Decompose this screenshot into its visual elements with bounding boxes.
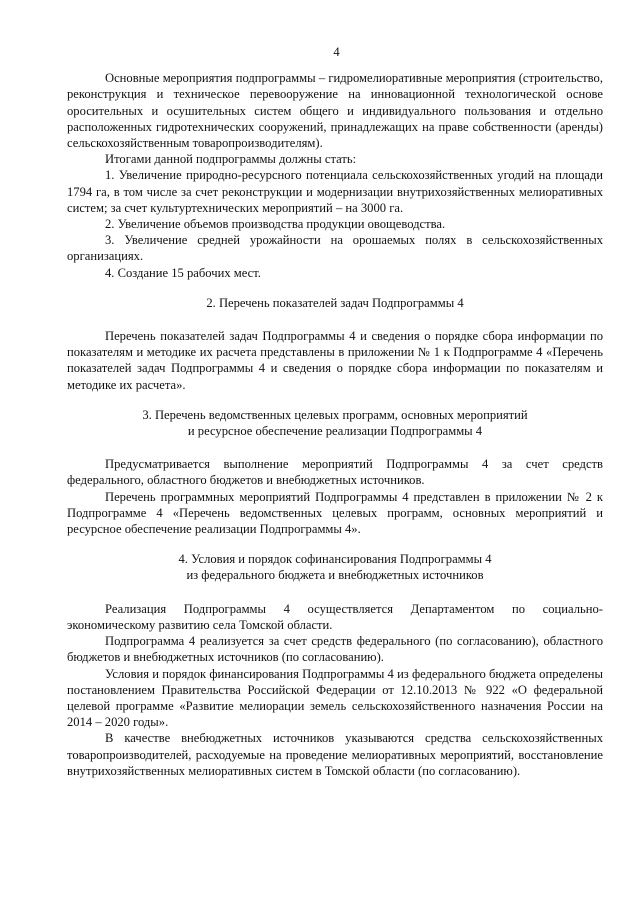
result-item-1: 1. Увеличение природно-ресурсного потенциала сельскохозяйственных угодий на площади 1794 га, в том числе за счет реконструкции и модернизации внутрихозяйственных мелиоративных систем; за счет культуртехнических мероприятий – на 3000 га. (67, 168, 603, 215)
result-item-3: 3. Увеличение средней урожайности на орошаемых полях в сельскохозяйственных организациях. (67, 233, 603, 264)
section-4-paragraph-4: В качестве внебюджетных источников указываются средства сельскохозяйственных товаропроизводителей, расходуемые на проведение мелиоративных мероприятий, восстановление внутрихозяйственных мелиоративных систем в Томской области (по согласованию). (67, 731, 603, 778)
section-4-paragraph-2: Подпрограмма 4 реализуется за счет средств федерального (по согласованию), областного бюджетов и внебюджетных источников (по согласованию). (67, 634, 603, 665)
section-3-paragraph-1: Предусматривается выполнение мероприятий Подпрограммы 4 за счет средств федерального, областного бюджетов и внебюджетных источников. (67, 457, 603, 488)
section-4-heading-line-1: 4. Условия и порядок софинансирования Подпрограммы 4 (178, 552, 492, 567)
intro-paragraph-results-lead: Итогами данной подпрограммы должны стать: (105, 152, 357, 167)
section-4-heading-line-2: из федерального бюджета и внебюджетных источников (186, 568, 484, 583)
document-page (67, 44, 603, 779)
result-item-4: 4. Создание 15 рабочих мест. (105, 265, 261, 280)
section-3-heading-line-2: и ресурсное обеспечение реализации Подпрограммы 4 (187, 424, 483, 439)
section-3-heading-line-1: 3. Перечень ведомственных целевых программ, основных мероприятий (142, 407, 528, 422)
section-2-paragraph: Перечень показателей задач Подпрограммы 4 и сведения о порядке сбора информации по показателям и методике их расчета представлены в приложении № 1 к Подпрограмме 4 «Перечень показателей задач Подпрограммы 4 и сведения о порядке сбора информации по показателям и методике их расчета». (67, 329, 603, 392)
section-2-heading: 2. Перечень показателей задач Подпрограммы 4 (206, 295, 464, 310)
section-3-heading (67, 407, 603, 439)
section-4-heading (67, 551, 603, 583)
section-3-paragraph-2: Перечень программных мероприятий Подпрограммы 4 представлен в приложении № 2 к Подпрограмме 4 «Перечень ведомственных целевых программ, основных мероприятий и ресурсное обеспечение реализации Подпрограммы 4». (67, 489, 603, 537)
section-4-paragraph-1: Реализация Подпрограммы 4 осуществляется Департаментом по социально-экономическому развитию села Томской области. (67, 601, 603, 632)
result-item-2: 2. Увеличение объемов производства продукции овощеводства. (105, 217, 446, 232)
section-4-paragraph-3: Условия и порядок финансирования Подпрограммы 4 из федерального бюджета определены постановлением Правительства Российской Федерации от 12.10.2013 № 922 «О федеральной целевой программе «Развитие мелиорации земель сельскохозяйственного назначения России на 2014 – 2020 годы». (67, 666, 603, 730)
page-number: 4 (333, 45, 340, 59)
intro-paragraph-main-measures: Основные мероприятия подпрограммы – гидромелиоративные мероприятия (строительство, реконструкция и техническое перевооружение на инновационной технологической основе оросительных и осушительных систем общего и индивидуального пользования и отдельно расположенных гидротехнических сооружений, принадлежащих на праве собственности (аренды) сельскохозяйственным товаропроизводителям). (67, 71, 603, 151)
